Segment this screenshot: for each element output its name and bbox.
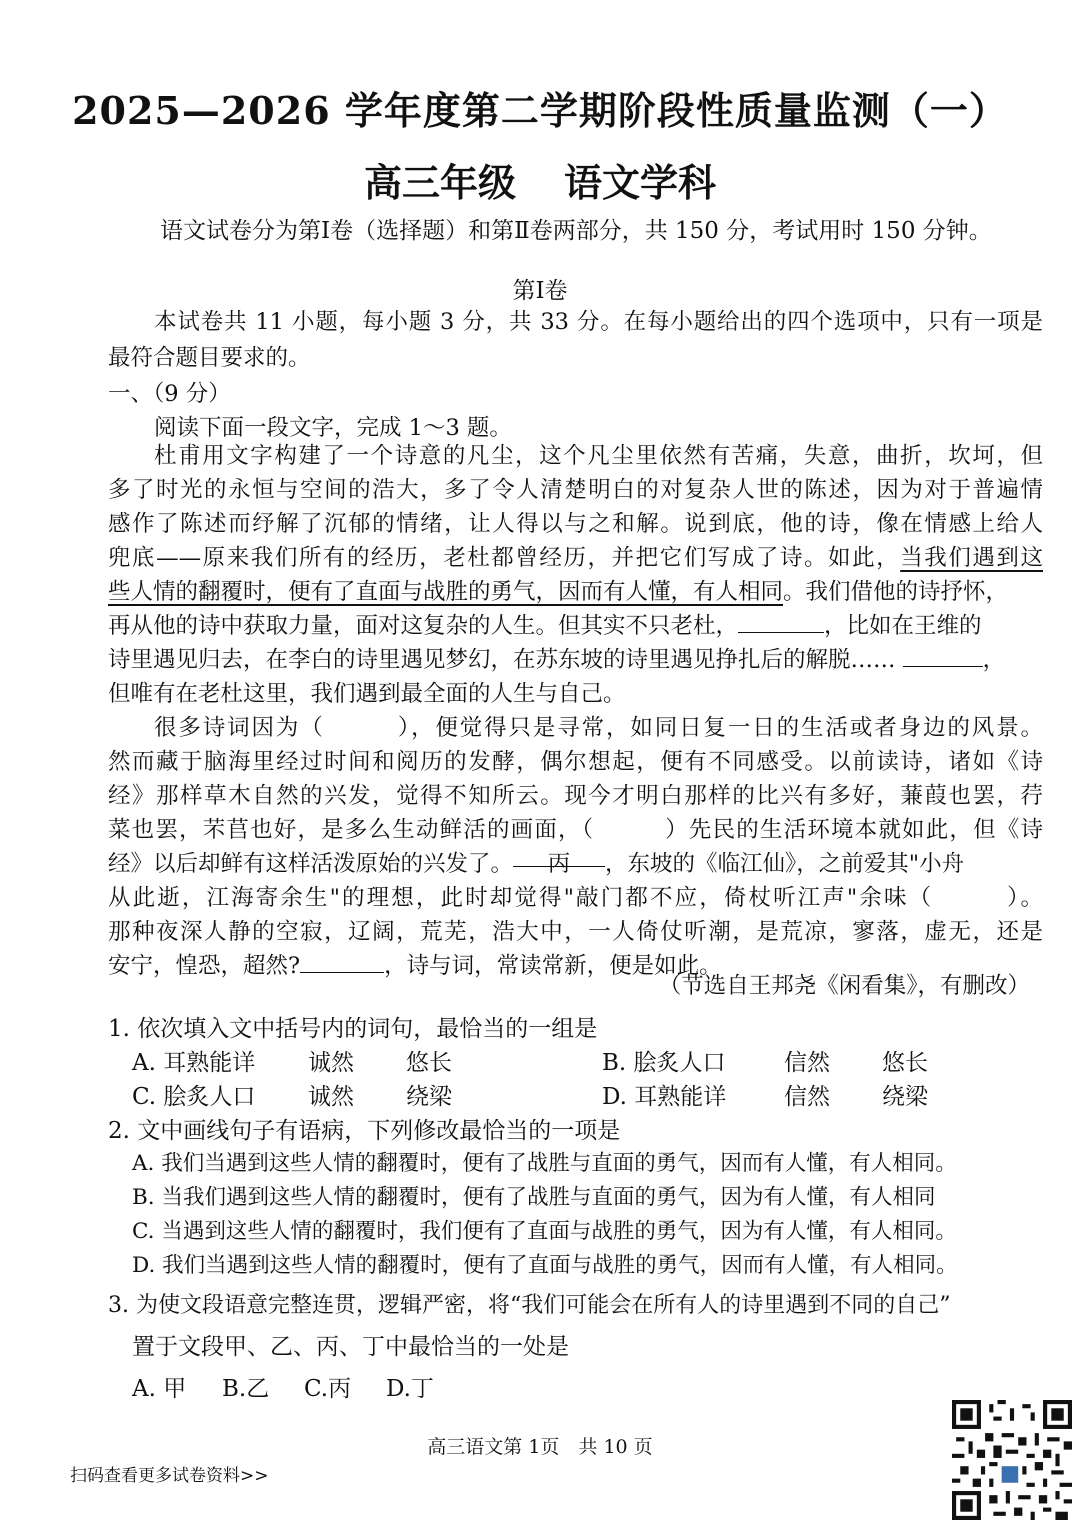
passage-line: [108, 642, 1005, 674]
subject-label: 语文学科: [564, 160, 717, 205]
passage-line: 菜也罢，芣苢也好，是多么生动鲜活的画面，（ ）先民的生活环境本就如此，但《诗: [108, 817, 1043, 843]
blank-jia: [738, 612, 824, 633]
passage-text: 安宁，惶恐，超然?: [108, 953, 301, 979]
passage-text: ，诗与词，常读常新，便是如此。: [384, 953, 722, 979]
exam-title: 2025—2026 学年度第二学期阶段性质量监测（一）: [72, 88, 1008, 133]
passage-line: [108, 948, 722, 980]
q1-option-b-word2: 信然: [784, 1050, 830, 1076]
qr-code-icon[interactable]: [952, 1400, 1072, 1520]
passage-text: 。我们借他的诗抒怀，: [783, 579, 1009, 605]
instruction-line: 最符合题目要求的。: [108, 345, 311, 371]
q3-option-c: C.丙: [304, 1376, 352, 1402]
underlined-sentence: 当我们遇到这: [900, 545, 1043, 571]
question-3-stem-cont: 置于文段甲、乙、丙、丁中最恰当的一处是: [132, 1334, 569, 1360]
question-1-stem: 1. 依次填入文中括号内的词句，最恰当的一组是: [108, 1016, 598, 1042]
question-3-stem: 3. 为使文段语意完整连贯，逻辑严密，将“我们可能会在所有人的诗里遇到不同的自己”: [108, 1293, 951, 1318]
q2-option-b: B. 当我们遇到这些人情的翻覆时，便有了战胜与直面的勇气，因为有人懂，有人相同: [132, 1185, 936, 1210]
q1-option-a-word3: 悠长: [406, 1050, 452, 1076]
q2-option-d: D. 我们当遇到这些人情的翻覆时，便有了直面与战胜的勇气，因而有人懂，有人相同。: [132, 1253, 958, 1278]
passage-line: 那种夜深人静的空寂，辽阔，荒芜，浩大中，一人倚仗听潮，是荒凉，寥落，虚无，还是: [108, 919, 1043, 945]
q1-option-d: D. 耳熟能详: [602, 1084, 727, 1110]
q1-option-b: B. 脍炙人口: [602, 1050, 726, 1076]
passage-line: [108, 608, 982, 640]
q2-option-c: C. 当遇到这些人情的翻覆时，我们便有了直面与战胜的勇气，因为有人懂，有人相同。: [132, 1219, 957, 1244]
q1-option-c-word3: 绕梁: [406, 1084, 452, 1110]
section-heading: 一、（9 分）: [108, 381, 231, 407]
q1-option-a: A. 耳熟能详: [132, 1050, 256, 1076]
q1-option-a-word2: 诚然: [308, 1050, 354, 1076]
passage-line: 感作了陈述而纾解了沉郁的情绪，让人得以与之和解。说到底，他的诗，像在情感上给人: [108, 511, 1043, 537]
passage-text: 再从他的诗中获取力量，面对这复杂的人生。但其实不只老杜，: [108, 613, 739, 639]
q1-option-c-word2: 诚然: [308, 1084, 354, 1110]
q1-option-c: C. 脍炙人口: [132, 1084, 256, 1110]
instruction-line: 本试卷共 11 小题，每小题 3 分，共 33 分。在每小题给出的四个选项中，只有一项是: [154, 309, 1043, 335]
blank-ding: [300, 952, 384, 973]
underlined-sentence: 些人情的翻覆时，便有了直面与战胜的勇气，因而有人懂，有人相同: [108, 579, 784, 605]
passage-line: 很多诗词因为（ ），便觉得只是寻常，如同日复一日的生活或者身边的风景。: [154, 715, 1043, 741]
q1-option-d-word2: 信然: [784, 1084, 830, 1110]
passage-line: 但唯有在老杜这里，我们遇到最全面的人生与自己。: [108, 681, 626, 707]
question-2-stem: 2. 文中画线句子有语病，下列修改最恰当的一项是: [108, 1118, 621, 1144]
passage-line: [108, 846, 964, 878]
passage-text: ，东坡的《临江仙》，之前爱其"小舟: [605, 851, 965, 877]
exam-subtitle: [0, 152, 1080, 207]
grade-label: 高三年级: [363, 160, 516, 205]
volume-heading: 第Ⅰ卷: [512, 278, 568, 304]
blank-yi: [903, 646, 983, 667]
passage-line: 经》那样草木自然的兴发，觉得不知所云。现今才明白那样的比兴有多好，蒹葭也罢，荇: [108, 783, 1043, 809]
passage-text: ，比如在王维的: [824, 613, 982, 639]
exam-intro: 语文试卷分为第Ⅰ卷（选择题）和第Ⅱ卷两部分，共 150 分，考试用时 150 分钟。: [160, 218, 992, 244]
q1-option-d-word3: 绕梁: [882, 1084, 928, 1110]
blank-bing: 丙: [513, 846, 605, 867]
passage-line: 从此逝，江海寄余生"的理想，此时却觉得"敲门都不应，倚杖听江声"余味（ ）。: [108, 885, 1043, 911]
passage-line: [108, 540, 1043, 572]
passage-line: 然而藏于脑海里经过时间和阅历的发酵，偶尔想起，便有不同感受。以前读诗，诸如《诗: [108, 749, 1043, 775]
passage-text: 兜底——原来我们所有的经历，老杜都曾经历，并把它们写成了诗。如此，: [108, 545, 901, 571]
reading-instruction: 阅读下面一段文字，完成 1～3 题。: [154, 415, 512, 441]
q1-option-b-word3: 悠长: [882, 1050, 928, 1076]
q3-option-b: B.乙: [222, 1376, 270, 1402]
passage-text: ，: [982, 647, 1006, 673]
passage-text: 诗里遇见归去，在李白的诗里遇见梦幻，在苏东坡的诗里遇见挣扎后的解脱……: [108, 647, 896, 673]
passage-source: （节选自王邦尧《闲看集》，有删改）: [658, 973, 1030, 999]
scan-prompt-link[interactable]: 扫码查看更多试卷资料>>: [70, 1466, 269, 1486]
q3-option-d: D.丁: [386, 1376, 434, 1402]
passage-line: 杜甫用文字构建了一个诗意的凡尘，这个凡尘里依然有苦痛，失意，曲折，坎坷，但: [154, 443, 1043, 469]
passage-line: [108, 574, 1008, 606]
passage-line: 多了时光的永恒与空间的浩大，多了令人清楚明白的对复杂人世的陈述，因为对于普遍情: [108, 477, 1043, 503]
passage-text: 经》以后却鲜有这样活泼原始的兴发了。: [108, 851, 514, 877]
q2-option-a: A. 我们当遇到这些人情的翻覆时，便有了战胜与直面的勇气，因而有人懂，有人相同。: [132, 1151, 957, 1176]
q3-option-a: A. 甲: [132, 1376, 187, 1402]
page-footer: 高三语文第 1页 共 10 页: [427, 1436, 653, 1458]
